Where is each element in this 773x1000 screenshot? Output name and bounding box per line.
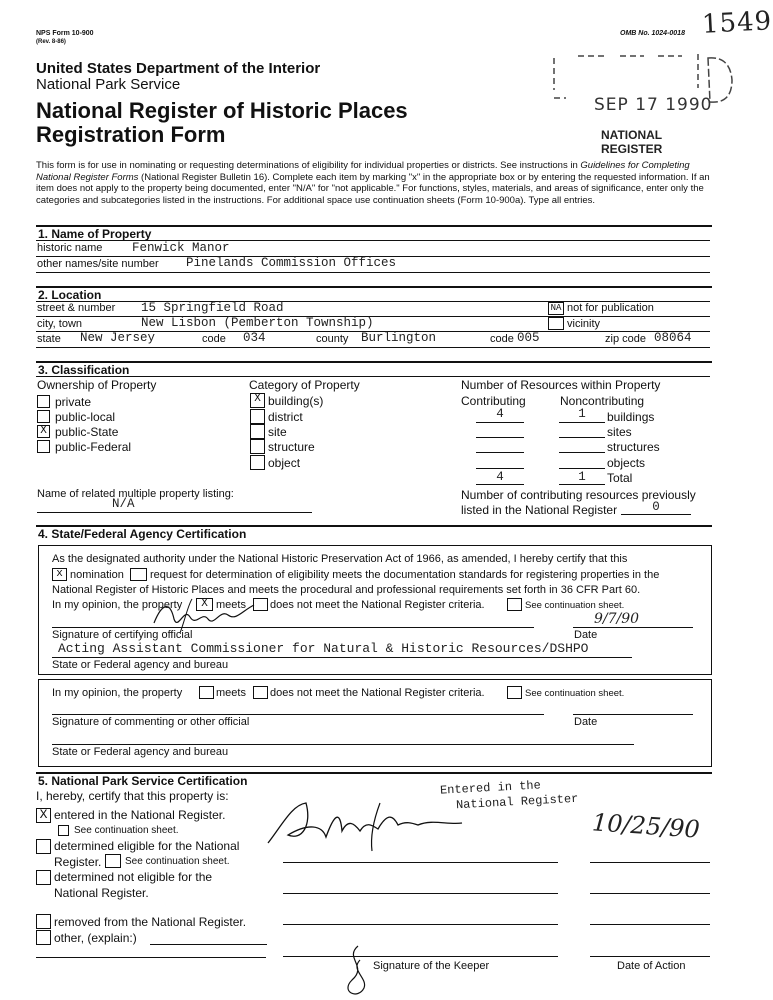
commenting-agency-label: State or Federal agency and bureau [52,746,229,758]
entered-checkbox[interactable]: X [36,808,51,823]
page-title: National Register of Historic Places [36,98,408,123]
state-code-value[interactable]: 034 [243,331,266,345]
certifying-signature-label: Signature of certifying official [52,629,193,641]
certification-date-label: Date [574,629,598,641]
determined-not-eligible-checkbox[interactable] [36,870,51,885]
category-district-checkbox[interactable] [250,409,265,424]
nomination-label: nomination [70,569,124,581]
cert-line-1: As the designated authority under the National Historic Preservation Act of 1966, as amended, I hereby certify that this [52,553,628,565]
category-district-label: district [268,410,303,424]
other-names-value[interactable]: Pinelands Commission Offices [186,256,397,270]
category-site-label: site [268,425,287,439]
ownership-private-label: private [55,395,92,409]
other-label: other, (explain:) [54,931,137,945]
category-title: Category of Property [249,378,360,392]
department: United States Department of the Interior [36,60,321,77]
request-eligibility-checkbox[interactable] [130,568,147,581]
row-sites-label: sites [607,425,632,439]
page-subtitle: Registration Form [36,122,226,147]
vicinity-label: vicinity [567,318,601,330]
commenting-date-label: Date [574,716,598,728]
nomination-checkbox[interactable]: x [52,568,67,581]
contributing-header: Contributing [461,394,526,408]
noncontributing-total[interactable]: 1 [578,470,586,484]
street-label: street & number [37,302,116,314]
determined-eligible-checkbox[interactable] [36,839,51,854]
ownership-public-federal-label: public-Federal [55,440,132,454]
determined-not-eligible-label-2: National Register. [54,886,149,900]
commenting-does-not-meet-label: does not meet the National Register criteria. [270,687,485,699]
related-listing-value[interactable]: N/A [112,497,135,511]
related-listing-label: Name of related multiple property listing: [37,488,234,500]
resources-title: Number of Resources within Property [461,378,661,392]
removed-checkbox[interactable] [36,914,51,929]
entered-continuation-checkbox[interactable] [58,825,69,836]
city-label: city, town [37,318,83,330]
category-building-checkbox[interactable]: X [250,393,265,408]
date-of-action-label: Date of Action [617,960,686,972]
intro-text-2: (National Register Bulletin 16). Complete each item by marking "x" in the appropriate box or by entering the requested information. If an item does not apply to the property being documented, enter "N/A" for "not applicable." For functions, styles, materials, and areas of significance, enter only the categories and subcategories listed in the instructions. For additional space use continuation sheets (Form 10-900a). Type all entries. [36,171,710,206]
category-building-label: building(s) [268,394,324,408]
not-for-publication-label: not for publication [567,302,654,314]
city-value[interactable]: New Lisbon (Pemberton Township) [141,316,374,330]
county-value[interactable]: Burlington [361,331,437,345]
cert-line-2: request for determination of eligibility meets the documentation standards for registering properties in the [150,569,660,581]
keeper-signature-label: Signature of the Keeper [373,960,490,972]
entered-continuation-label: See continuation sheet. [74,825,179,836]
section-2-heading: 2. Location [36,286,712,302]
handwritten-number: 1549 [701,6,773,40]
section-1-heading: 1. Name of Property [36,225,712,241]
agency-label: State or Federal agency and bureau [52,659,229,671]
previously-listed-label-2: listed in the National Register [461,503,618,517]
ownership-public-local-label: public-local [55,410,116,424]
determined-eligible-continuation-checkbox[interactable] [105,854,121,868]
county-label: county [316,333,349,345]
other-names-label: other names/site number [37,258,159,270]
commenting-meets-label: meets [216,687,246,699]
ownership-private-checkbox[interactable] [37,395,50,408]
intro-text-1: This form is for use in nominating or requesting determinations of eligibility for individual properties or districts. See instructions in [36,160,581,171]
previously-listed-value[interactable]: 0 [652,500,660,514]
continuation-sheet-label: See continuation sheet. [525,600,625,611]
zip-value[interactable]: 08064 [654,331,692,345]
agency-value[interactable]: Acting Assistant Commissioner for Natural & Historic Resources/DSHPO [58,641,589,656]
contributing-total[interactable]: 4 [496,470,504,484]
entered-label: entered in the National Register. [54,808,226,822]
meets-checkbox[interactable]: X [196,598,213,611]
historic-name-label: historic name [37,242,103,254]
stamp-label-national: NATIONAL [601,128,663,142]
vicinity-checkbox[interactable] [548,317,564,330]
keeper-signature [262,795,472,855]
state-label: state [37,333,61,345]
does-not-meet-label: does not meet the National Register criteria. [270,599,485,611]
not-for-publication-checkbox[interactable]: NA [548,302,564,315]
category-site-checkbox[interactable] [250,424,265,439]
county-code-label: code [490,333,514,345]
historic-name-value[interactable]: Fenwick Manor [132,241,230,255]
row-buildings-label: buildings [607,410,655,424]
ownership-public-state-checkbox[interactable]: X [37,425,50,438]
cert-line-3: National Register of Historic Places and meets the procedural and professional requirements set forth in 36 CFR Part 60. [52,584,641,596]
ownership-public-federal-checkbox[interactable] [37,440,50,453]
other-checkbox[interactable] [36,930,51,945]
ownership-public-state-label: public-State [55,425,119,439]
entered-stamp-line-1: Entered in the [439,778,542,798]
street-value[interactable]: 15 Springfield Road [141,301,284,315]
keeper-date-value[interactable]: 10/25/90 [591,808,701,844]
category-structure-checkbox[interactable] [250,439,265,454]
determined-eligible-label-2: Register. [54,855,102,869]
state-code-label: code [202,333,226,345]
ownership-public-local-checkbox[interactable] [37,410,50,423]
stamp-date: SEP 17 1990 [594,95,713,115]
commenting-signature-label: Signature of commenting or other official [52,716,250,728]
nps-intro: I, hereby, certify that this property is: [36,789,229,803]
commenting-does-not-meet-checkbox[interactable] [253,686,268,699]
previously-listed-label-1: Number of contributing resources previously [461,488,696,502]
row-structures-label: structures [607,440,660,454]
zip-label: zip code [605,333,646,345]
county-code-value[interactable]: 005 [517,331,540,345]
category-structure-label: structure [268,440,315,454]
section-5-heading: 5. National Park Service Certification [36,772,712,788]
determined-not-eligible-label: determined not eligible for the [54,870,213,884]
determined-eligible-continuation-label: See continuation sheet. [125,856,230,867]
certification-date-value[interactable]: 9/7/90 [594,611,640,627]
section-4-heading: 4. State/Federal Agency Certification [36,525,712,541]
state-value[interactable]: New Jersey [80,331,156,345]
commenting-meets-checkbox[interactable] [199,686,214,699]
noncontributing-header: Noncontributing [560,394,645,408]
keeper-initial-mark [338,944,378,1000]
omb-number: OMB No. 1024-0018 [620,30,685,37]
category-object-checkbox[interactable] [250,455,265,470]
commenting-continuation-checkbox[interactable] [507,686,522,699]
form-revision: (Rev. 8-86) [36,39,66,45]
stamp-label-register: REGISTER [601,142,663,156]
form-number: NPS Form 10-900 [36,30,94,37]
determined-eligible-label: determined eligible for the National [54,839,240,853]
contributing-buildings[interactable]: 4 [496,407,504,421]
continuation-sheet-checkbox[interactable] [507,598,522,611]
intro-guidelines: Guidelines for Completing National Register Forms [36,160,690,183]
entered-stamp-line-2: National Register [455,791,579,813]
opinion-label: In my opinion, the property [52,599,183,611]
section-3-heading: 3. Classification [36,361,712,377]
noncontributing-buildings[interactable]: 1 [578,407,586,421]
row-total-label: Total [607,471,633,485]
service: National Park Service [36,76,181,93]
instructions-paragraph [36,160,716,206]
category-object-label: object [268,456,301,470]
ownership-title: Ownership of Property [37,378,157,392]
commenting-continuation-label: See continuation sheet. [525,688,625,699]
meets-label: meets [216,599,246,611]
row-objects-label: objects [607,456,646,470]
removed-label: removed from the National Register. [54,915,247,929]
commenting-opinion-label: In my opinion, the property [52,687,183,699]
